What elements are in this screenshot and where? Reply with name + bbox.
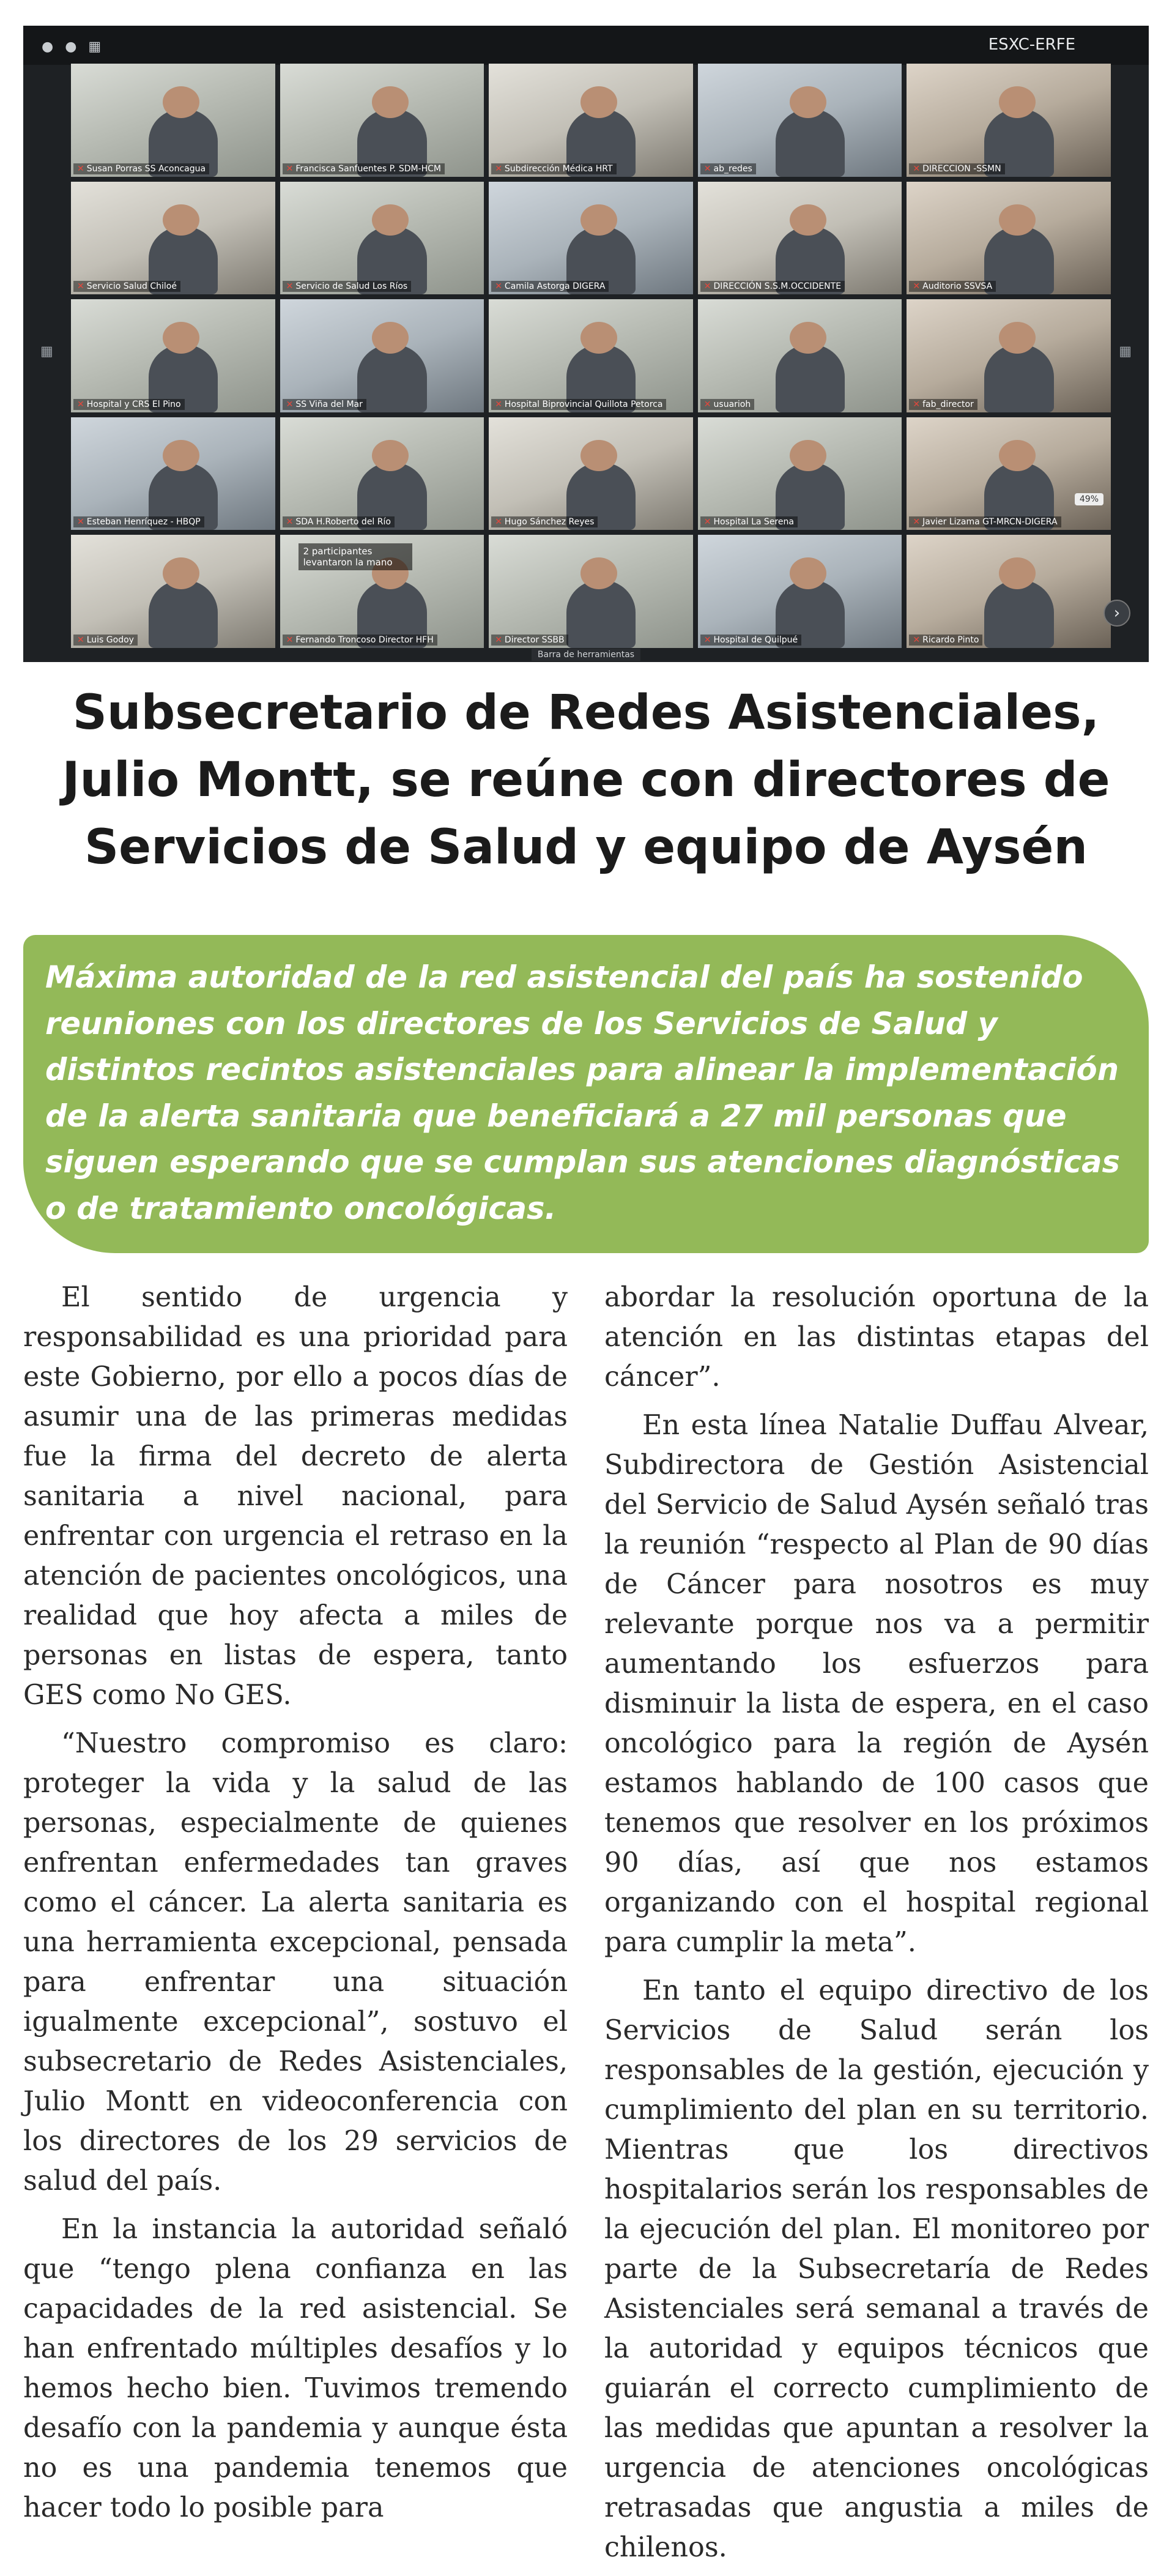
participant-name <box>283 399 366 410</box>
participant-head <box>999 322 1036 354</box>
participant-head <box>790 557 826 589</box>
participant-name-text: DIRECCION -SSMN <box>922 163 1001 174</box>
participant-head <box>580 204 617 236</box>
participant-name <box>283 281 412 292</box>
muted-mic-icon: ✕ <box>495 517 502 527</box>
participant-tile <box>698 535 902 648</box>
muted-mic-icon: ✕ <box>286 399 294 409</box>
column-left <box>23 1278 568 2536</box>
muted-mic-icon: ✕ <box>495 281 502 292</box>
participant-figure <box>984 344 1053 412</box>
participant-tile <box>489 182 693 295</box>
participant-name-text: Javier Lizama GT-MRCN-DIGERA <box>922 517 1058 527</box>
participant-head <box>372 204 409 236</box>
participant-name <box>909 163 1004 174</box>
muted-mic-icon: ✕ <box>495 635 502 645</box>
paragraph-4: En esta línea Natalie Duffau Alvear, Subdirectora de Gestión Asistencial del Servicio de Salud Aysén señaló tras la reunión “respecto al Plan de 90 días de Cáncer para nosotros es muy relevante porque nos va a permitir aumentando los esfuerzos para disminuir la lista de espera, en el caso oncológico para la región de Aysén estamos hablando de 100 casos que tenemos que resolver en los próximos 90 días, así que nos estamos organizando con el hospital regional para cumplir la meta”. <box>604 1410 1149 1958</box>
participant-figure <box>357 344 426 412</box>
participant-tile <box>280 182 484 295</box>
participant-head <box>163 322 199 354</box>
muted-mic-icon: ✕ <box>703 281 711 292</box>
participant-tile <box>907 299 1111 412</box>
participant-name-text: Ricardo Pinto <box>922 635 979 645</box>
participant-tile <box>698 182 902 295</box>
participant-head <box>372 440 409 472</box>
participant-name-text: SS Viña del Mar <box>295 399 363 409</box>
toolbar-tag: Barra de herramientas <box>532 649 640 661</box>
participant-name-text: ab_redes <box>713 163 752 174</box>
participant-tile <box>907 182 1111 295</box>
participant-tile <box>698 64 902 177</box>
participant-tile <box>907 417 1111 530</box>
participant-tile <box>71 299 275 412</box>
muted-mic-icon: ✕ <box>703 399 711 409</box>
participant-tile <box>71 182 275 295</box>
participant-name <box>909 399 977 410</box>
participant-name <box>73 516 204 527</box>
participant-head <box>790 86 826 118</box>
participant-tile <box>280 535 484 648</box>
muted-mic-icon: ✕ <box>913 281 921 292</box>
participant-name <box>700 281 845 292</box>
participant-head <box>580 557 617 589</box>
participant-tile <box>280 299 484 412</box>
muted-mic-icon: ✕ <box>913 517 921 527</box>
participant-tile <box>489 64 693 177</box>
muted-mic-icon: ✕ <box>286 163 294 174</box>
participant-tile <box>280 64 484 177</box>
participant-name <box>73 399 185 410</box>
zoom-badge: 49% <box>1075 493 1103 505</box>
participant-tile <box>71 417 275 530</box>
paragraph-1: El sentido de urgencia y responsabilidad es una prioridad para este Gobierno, por ello a pocos días de asumir una de las primeras medidas fue la firma del decreto de alerta sanitaria a nivel nacional, para enfrentar con urgencia el retraso en la atención de pacientes oncológicos, una realidad que hoy afecta a miles de personas en listas de espera, tanto GES como No GES. <box>23 1282 568 1711</box>
participant-head <box>790 440 826 472</box>
participant-name-text: Francisca Sanfuentes P. SDM-HCM <box>295 163 441 174</box>
muted-mic-icon: ✕ <box>77 163 84 174</box>
participant-head <box>580 86 617 118</box>
participant-figure <box>776 109 845 177</box>
participant-grid <box>71 64 1111 648</box>
participant-name <box>909 635 982 646</box>
muted-mic-icon: ✕ <box>286 517 294 527</box>
participant-tile <box>698 417 902 530</box>
participant-name <box>700 399 754 410</box>
participant-name-text: Subdirección Médica HRT <box>504 163 613 174</box>
grid-icon: ▦ <box>40 344 53 359</box>
participant-tile <box>489 417 693 530</box>
muted-mic-icon: ✕ <box>286 635 294 645</box>
participant-head <box>580 322 617 354</box>
participant-name <box>491 163 616 174</box>
participant-name <box>700 635 801 646</box>
meeting-code: ESXC-ERFE <box>988 35 1075 54</box>
participant-name-text: fab_director <box>922 399 974 409</box>
muted-mic-icon: ✕ <box>77 635 84 645</box>
participant-tile <box>907 64 1111 177</box>
participant-figure <box>984 580 1053 648</box>
muted-mic-icon: ✕ <box>286 281 294 292</box>
participant-head <box>163 557 199 589</box>
participant-name-text: SDA H.Roberto del Río <box>295 517 391 527</box>
participant-tile <box>71 64 275 177</box>
participant-name <box>283 163 445 174</box>
participant-name-text: Servicio de Salud Los Ríos <box>295 281 408 292</box>
participant-name-text: Hospital de Quilpué <box>713 635 798 645</box>
participant-name <box>700 163 756 174</box>
participant-name-text: Hospital y CRS El Pino <box>86 399 181 409</box>
participant-tile <box>71 535 275 648</box>
participant-head <box>163 440 199 472</box>
muted-mic-icon: ✕ <box>495 163 502 174</box>
muted-mic-icon: ✕ <box>703 517 711 527</box>
paragraph-3-continued: abordar la resolución oportuna de la atención en las distintas etapas del cáncer”. <box>604 1282 1149 1393</box>
muted-mic-icon: ✕ <box>913 399 921 409</box>
participant-head <box>999 557 1036 589</box>
participant-head <box>163 86 199 118</box>
participant-tile <box>907 535 1111 648</box>
participant-head <box>790 322 826 354</box>
paragraph-3: En la instancia la autoridad señaló que “tengo plena confianza en las capacidades de la red asistencial. Se han enfrentado múltiples desafíos y lo hemos hecho bien. Tuvimos tremendo desafío con la pandemia y aunque ésta no es una pandemia tenemos que hacer todo lo posible para <box>23 2214 568 2523</box>
participant-name <box>73 635 138 646</box>
participant-name <box>491 281 609 292</box>
next-page-button: › <box>1103 600 1130 627</box>
raised-hands-notice: 2 participantes levantaron la mano <box>299 543 412 570</box>
participant-name-text: DIRECCIÓN S.S.M.OCCIDENTE <box>713 281 842 292</box>
participant-name-text: Hospital Biprovincial Quillota Petorca <box>504 399 663 409</box>
muted-mic-icon: ✕ <box>495 399 502 409</box>
participant-name <box>491 516 598 527</box>
participant-figure <box>149 580 218 648</box>
participant-head <box>163 204 199 236</box>
participant-name-text: Auditorio SSVSA <box>922 281 993 292</box>
article-title: Subsecretario de Redes Asistenciales, Julio Montt, se reúne con directores de Servicios de Salud y equipo de Aysén <box>62 685 1110 875</box>
participant-head <box>999 204 1036 236</box>
participant-name-text: Luis Godoy <box>86 635 134 645</box>
participant-name <box>491 635 568 646</box>
muted-mic-icon: ✕ <box>77 517 84 527</box>
participant-head <box>790 204 826 236</box>
participant-head <box>999 440 1036 472</box>
participant-name <box>73 281 180 292</box>
participant-name <box>283 516 395 527</box>
participant-name-text: Director SSBB <box>504 635 565 645</box>
participant-name-text: Servicio Salud Chiloé <box>86 281 177 292</box>
participant-figure <box>776 344 845 412</box>
column-right <box>604 1278 1149 2576</box>
videoconference-photo <box>23 26 1149 662</box>
participant-name <box>909 281 996 292</box>
window-controls-icon: ● ● ▦ <box>42 39 105 54</box>
participant-head <box>372 322 409 354</box>
participant-tile <box>280 417 484 530</box>
participant-name-text: Esteban Henríquez - HBQP <box>86 517 201 527</box>
participant-tile <box>489 299 693 412</box>
participant-name-text: Camila Astorga DIGERA <box>504 281 606 292</box>
summary-text: Máxima autoridad de la red asistencial del país ha sostenido reuniones con los directores de los Servicios de Salud y distintos recintos asistenciales para alinear la implementación de la alerta sanitaria que beneficiará a 27 mil personas que siguen esperando que se cumplan sus atenciones diagnósticas o de tratamiento oncológicas. <box>45 959 1120 1226</box>
participant-name <box>700 516 798 527</box>
muted-mic-icon: ✕ <box>77 281 84 292</box>
paragraph-5: En tanto el equipo directivo de los Servicios de Salud serán los responsables de la gestión, ejecución y cumplimiento del plan en su territorio. Mientras que los directivos hospitalarios serán los responsables de la ejecución del plan. El monitoreo por parte de la Subsecretaría de Redes Asistenciales será semanal a través de la autoridad y equipos técnicos que guiarán el correcto cumplimiento de las medidas que apuntan a resolver la urgencia de atenciones oncológicas retrasadas que angustia a miles de chilenos. <box>604 1975 1149 2563</box>
participant-name-text: Fernando Troncoso Director HFH <box>295 635 434 645</box>
participant-head <box>372 86 409 118</box>
grid-icon-right: ▦ <box>1119 344 1132 359</box>
participant-figure <box>566 580 636 648</box>
participant-name <box>491 399 666 410</box>
participant-name <box>909 516 1061 527</box>
participant-name <box>73 163 209 174</box>
muted-mic-icon: ✕ <box>913 635 921 645</box>
participant-name-text: usuarioh <box>713 399 751 409</box>
participant-name-text: Hugo Sánchez Reyes <box>504 517 595 527</box>
participant-name <box>283 635 437 646</box>
muted-mic-icon: ✕ <box>703 163 711 174</box>
muted-mic-icon: ✕ <box>77 399 84 409</box>
muted-mic-icon: ✕ <box>703 635 711 645</box>
paragraph-2: “Nuestro compromiso es claro: proteger la vida y la salud de las personas, especialmente de quienes enfrentan enfermedades tan graves como el cáncer. La alerta sanitaria es una herramienta excepcional, pensada para enfrentar una situación igualmente excepcional”, sostuvo el subsecretario de Redes Asistenciales, Julio Montt en videoconferencia con los directores de los 29 servicios de salud del país. <box>23 1728 568 2197</box>
participant-head <box>999 86 1036 118</box>
participant-tile <box>698 299 902 412</box>
participant-name-text: Hospital La Serena <box>713 517 794 527</box>
participant-tile <box>489 535 693 648</box>
muted-mic-icon: ✕ <box>913 163 921 174</box>
summary-box <box>23 935 1149 1253</box>
participant-name-text: Susan Porras SS Aconcagua <box>86 163 206 174</box>
meeting-topbar <box>23 26 1149 65</box>
